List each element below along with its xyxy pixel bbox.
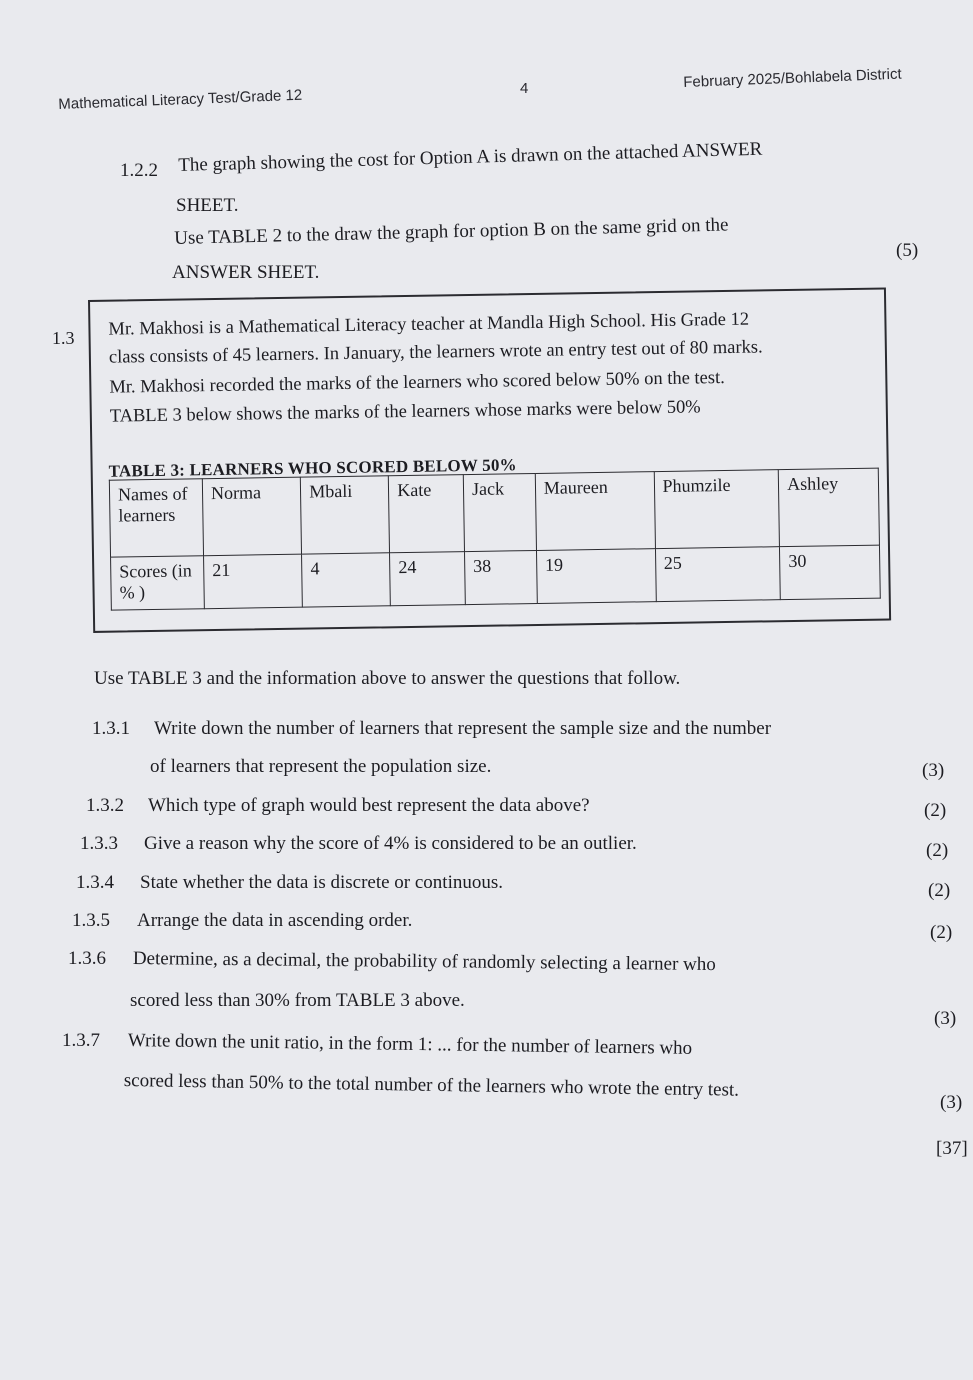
cell-text: Scores (in % ): [119, 560, 192, 603]
table-caption: TABLE 3: LEARNERS WHO SCORED BELOW 50%: [108, 455, 517, 481]
table-cell: 38: [464, 550, 537, 604]
marks: (3): [922, 760, 945, 781]
question-text-line: SHEET.: [176, 195, 239, 216]
table-cell: Phumzile: [654, 470, 780, 549]
marks: (3): [940, 1092, 963, 1113]
question-text-line: scored less than 50% to the total number of the learners who wrote the entry test.: [123, 1070, 740, 1101]
table-row: [111, 545, 881, 610]
row-header-names: [109, 479, 203, 557]
marks: (2): [930, 922, 953, 943]
marks: (2): [924, 800, 947, 821]
question-number: 1.3.7: [62, 1030, 100, 1051]
table-cell: 30: [780, 545, 881, 600]
question-number: 1.3.3: [80, 833, 118, 854]
context-line: TABLE 3 below shows the marks of the learners whose marks were below 50%: [109, 397, 701, 427]
table-cell: Maureen: [535, 472, 655, 551]
question-text-line: Write down the unit ratio, in the form 1: ... for the number of learners who: [127, 1030, 693, 1059]
cell-text: Names of learners: [117, 483, 188, 526]
question-number: 1.3.6: [68, 948, 106, 969]
context-line: Mr. Makhosi is a Mathematical Literacy teacher at Mandla High School. His Grade 12: [108, 309, 750, 340]
header-right: February 2025/Bohlabela District: [683, 65, 902, 91]
question-number: 1.3.5: [72, 910, 110, 931]
marks: (5): [896, 240, 919, 261]
context-line: class consists of 45 learners. In January, the learners wrote an entry test out of 80 marks.: [108, 337, 763, 368]
marks: (3): [934, 1008, 957, 1029]
table-row: [109, 468, 879, 557]
table-cell: 24: [390, 552, 466, 606]
question-text-line: ANSWER SHEET.: [172, 262, 320, 283]
row-header-scores: [111, 556, 205, 610]
question-text-line: Which type of graph would best represent the data above?: [148, 795, 590, 816]
table-cell: 21: [204, 554, 303, 609]
question-number: 1.3.2: [86, 795, 124, 816]
context-line: Mr. Makhosi recorded the marks of the learners who scored below 50% on the test.: [109, 368, 725, 398]
instruction-text: Use TABLE 3 and the information above to answer the questions that follow.: [94, 668, 681, 689]
table-cell: 19: [536, 549, 656, 604]
page-number: 4: [520, 80, 529, 97]
context-box: [88, 287, 891, 632]
question-text-line: scored less than 30% from TABLE 3 above.: [130, 990, 465, 1011]
question-number: 1.3.4: [76, 872, 114, 893]
marks: (2): [926, 840, 949, 861]
table-cell: Jack: [463, 473, 536, 551]
question-text-line: Write down the number of learners that represent the sample size and the number: [154, 718, 772, 739]
table-cell: 4: [302, 553, 391, 607]
table-cell: Ashley: [778, 468, 879, 547]
question-text-line: Arrange the data in ascending order.: [137, 910, 413, 931]
learners-table: [109, 468, 881, 611]
total-marks: [37]: [936, 1138, 968, 1159]
question-text-line: State whether the data is discrete or continuous.: [140, 872, 504, 893]
table-cell: Kate: [389, 475, 465, 553]
table-cell: 25: [655, 547, 780, 602]
question-text-line: The graph showing the cost for Option A is drawn on the attached ANSWER: [178, 138, 763, 176]
question-number: 1.3: [52, 328, 75, 348]
question-number: 1.2.2: [120, 160, 158, 181]
question-number: 1.3.1: [92, 718, 130, 739]
question-text-line: Determine, as a decimal, the probability of randomly selecting a learner who: [132, 948, 716, 976]
table-cell: Mbali: [301, 476, 390, 554]
header-left: Mathematical Literacy Test/Grade 12: [58, 86, 303, 113]
question-text-line: Give a reason why the score of 4% is considered to be an outlier.: [144, 833, 637, 854]
table-cell: Norma: [202, 477, 301, 556]
question-text-line: Use TABLE 2 to the draw the graph for option B on the same grid on the: [174, 214, 729, 249]
question-text-line: of learners that represent the population size.: [150, 756, 492, 777]
marks: (2): [928, 880, 951, 901]
